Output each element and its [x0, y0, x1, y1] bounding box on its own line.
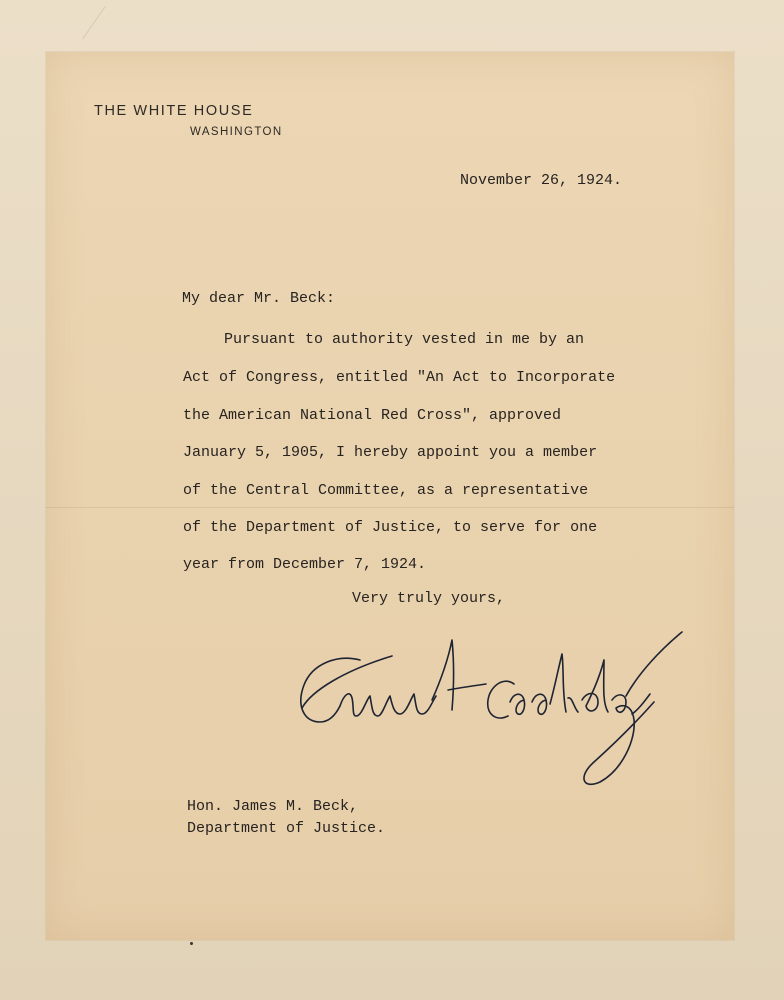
letter-date: November 26, 1924.: [460, 172, 623, 189]
body-line: January 5, 1905, I hereby appoint you a member: [183, 444, 598, 461]
body-line: year from December 7, 1924.: [183, 556, 427, 573]
salutation: My dear Mr. Beck:: [182, 290, 336, 307]
body-line: Act of Congress, entitled "An Act to Incorporate: [183, 369, 616, 386]
addressee-line: Department of Justice.: [187, 820, 386, 837]
body-line: the American National Red Cross", approved: [183, 407, 562, 424]
body-line: Pursuant to authority vested in me by an: [224, 331, 585, 348]
body-line: of the Department of Justice, to serve for one: [183, 519, 598, 536]
body-line: of the Central Committee, as a representative: [183, 482, 589, 499]
addressee-line: Hon. James M. Beck,: [187, 798, 359, 815]
closing: Very truly yours,: [352, 590, 506, 607]
handwritten-signature: [282, 630, 692, 790]
paper-speck: [190, 942, 193, 945]
paper-fold-line: [46, 507, 734, 508]
letterhead-title: THE WHITE HOUSE: [94, 103, 254, 119]
letterhead-city: WASHINGTON: [190, 126, 283, 138]
